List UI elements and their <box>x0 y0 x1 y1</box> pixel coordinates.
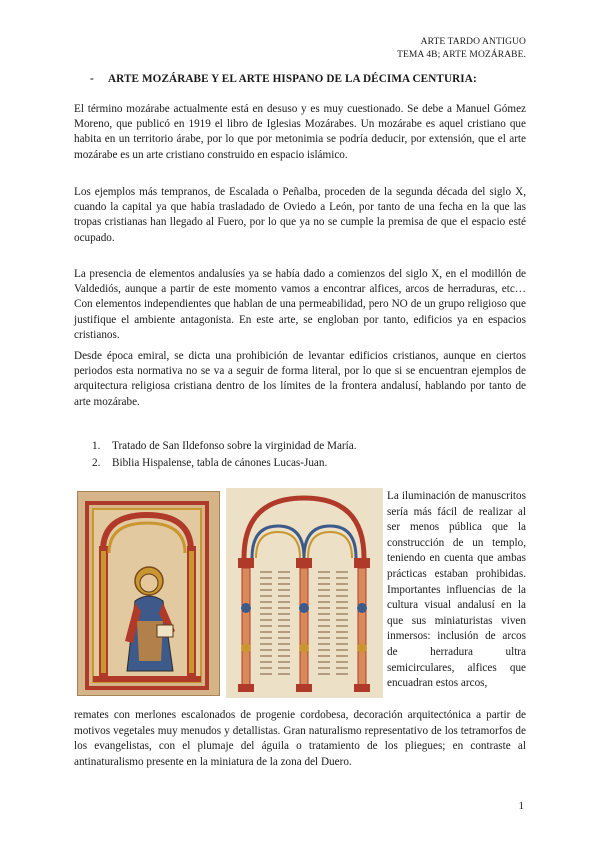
figure-list <box>92 438 357 471</box>
list-item <box>92 455 357 472</box>
running-header <box>397 36 526 62</box>
list-text: Biblia Hispalense, tabla de cánones Lucas-Juan. <box>112 456 328 469</box>
canon-table-image <box>226 488 383 698</box>
list-number: 1. <box>92 440 101 452</box>
list-item <box>92 438 357 455</box>
section-title <box>90 73 540 85</box>
header-course: ARTE TARDO ANTIGUO <box>420 37 526 47</box>
paragraph-1: El término mozárabe actualmente está en desuso y es muy cuestionado. Se debe a Manuel Gómez Moreno, que publicó en 1919 el libro de Iglesias Mozárabes. Un mozárabe es aquel cristiano que habita en un territorio árabe, por lo que por metonimia se podría deducir, por extensión, que el arte mozárabe es un arte cristiano construido en espacio islámico. <box>74 103 526 161</box>
section-title-text: ARTE MOZÁRABE Y EL ARTE HISPANO DE LA DÉCIMA CENTURIA: <box>108 73 477 85</box>
illumination-text-continued: remates con merlones escalonados de progenie cordobesa, decoración arquitectónica a partir de motivos vegetales muy menudos y detallistas. Gran naturalismo representativo de los tetramorfos de los evangelistas, con el plumaje del águila o tratamiento de los pliegues; en contraste al antinaturalismo presente en la miniatura de la zona del Duero. <box>74 709 526 768</box>
ildefonso-miniature-image <box>77 491 220 696</box>
paragraph-2: Los ejemplos más tempranos, de Escalada o Peñalba, proceden de la segunda década del siglo X, cuando la capital ya que había trasladado de Oviedo a León, por tanto de una fecha en la que las tropas cristianas han llegado al Fuero, por lo que ya no se cumple la premisa de que el espacio esté ocupado. <box>74 186 526 244</box>
paragraph-4: Desde época emiral, se dicta una prohibición de levantar edificios cristianos, aunque en ciertos periodos esta normativa no se va a seguir de forma literal, por lo que si se encuentran ejemplos de arquitectura religiosa cristiana dentro de los límites de la frontera andalusí, hablando por tanto de arte mozárabe. <box>74 350 526 408</box>
title-bullet: - <box>90 73 94 85</box>
list-number: 2. <box>92 456 101 469</box>
illumination-text-side: La iluminación de manuscritos sería más fácil de realizar al ser menos pública que la construcción de un templo, teniendo en cuenta que ambas prácticas estaban prohibidas. Importantes influencias de la cultura visual andalusí en la que sus miniaturistas viven inmersos: inclusión de arcos de herradura ultra semicirculares, alfices que encuadran estos arcos, <box>387 490 526 690</box>
page-number: 1 <box>518 800 524 812</box>
header-topic: TEMA 4B; ARTE MOZÁRABE. <box>397 50 526 60</box>
list-text: Tratado de San Ildefonso sobre la virginidad de María. <box>112 440 357 452</box>
paragraph-3: La presencia de elementos andalusíes ya se había dado a comienzos del siglo X, en el modillón de Valdediós, aunque a partir de este momento vamos a encontrar alfices, arcos de herraduras, etc… Con elementos independientes que hablan de una permeabilidad, pero NO de un grupo religioso que justifique el ambiente antagonista. En este arte, se engloban por tanto, edificios ya en espacios cristianos. <box>74 268 526 341</box>
